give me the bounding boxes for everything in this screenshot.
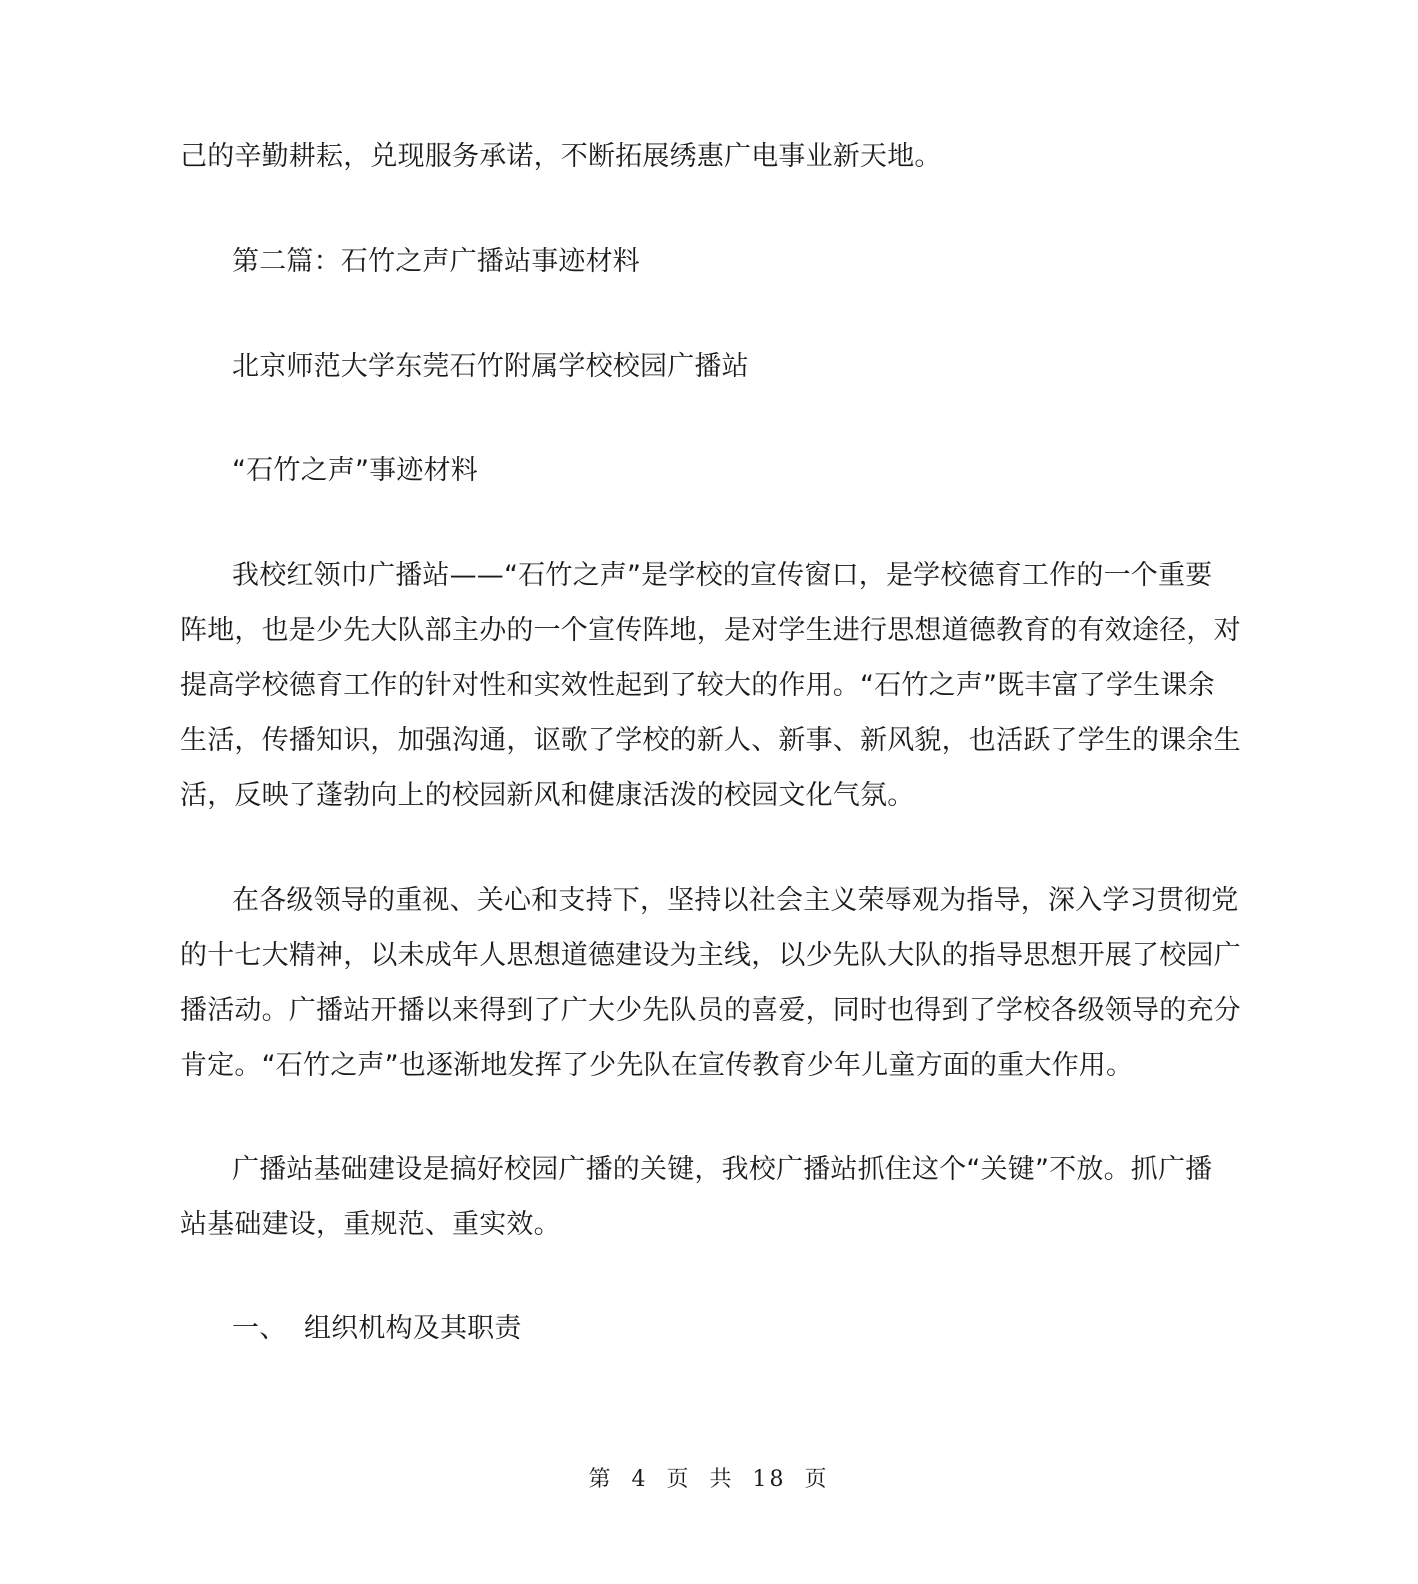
paragraph-line: 己的辛勤耕耘，兑现服务承诺，不断拓展绣惠广电事业新天地。 [180,141,942,172]
paragraph-line: 在各级领导的重视、关心和支持下，坚持以社会主义荣辱观为指导，深入学习贯彻党 [232,885,1239,916]
paragraph-line: 播活动。广播站开播以来得到了广大少先队员的喜爱，同时也得到了学校各级领导的充分 [180,995,1241,1026]
paragraph-line: 活，反映了蓬勃向上的校园新风和健康活泼的校园文化气氛。 [180,780,915,811]
paragraph-line: 阵地，也是少先大队部主办的一个宣传阵地，是对学生进行思想道德教育的有效途径，对 [180,615,1241,646]
paragraph-line: 广播站基础建设是搞好校园广播的关键，我校广播站抓住这个“关键”不放。抓广播 [232,1154,1213,1185]
paragraph-line: 的十七大精神，以未成年人思想道德建设为主线，以少先队大队的指导思想开展了校园广 [180,940,1241,971]
section-heading: 第二篇：石竹之声广播站事迹材料 [232,246,640,277]
paragraph-line: 我校红领巾广播站——“石竹之声”是学校的宣传窗口，是学校德育工作的一个重要 [232,560,1213,591]
document-title: “石竹之声”事迹材料 [232,455,478,486]
paragraph-line: 肯定。“石竹之声”也逐渐地发挥了少先队在宣传教育少年儿童方面的重大作用。 [180,1050,1134,1081]
paragraph-line: 生活，传播知识，加强沟通，讴歌了学校的新人、新事、新风貌，也活跃了学生的课余生 [180,725,1241,756]
paragraph-line: 站基础建设，重规范、重实效。 [180,1209,561,1240]
page-number-footer: 第 4 页 共 18 页 [588,1467,830,1492]
school-name: 北京师范大学东莞石竹附属学校校园广播站 [232,351,749,382]
paragraph-line: 提高学校德育工作的针对性和实效性起到了较大的作用。“石竹之声”既丰富了学生课余 [180,670,1215,701]
section-subheading: 一、 组织机构及其职责 [232,1313,522,1344]
